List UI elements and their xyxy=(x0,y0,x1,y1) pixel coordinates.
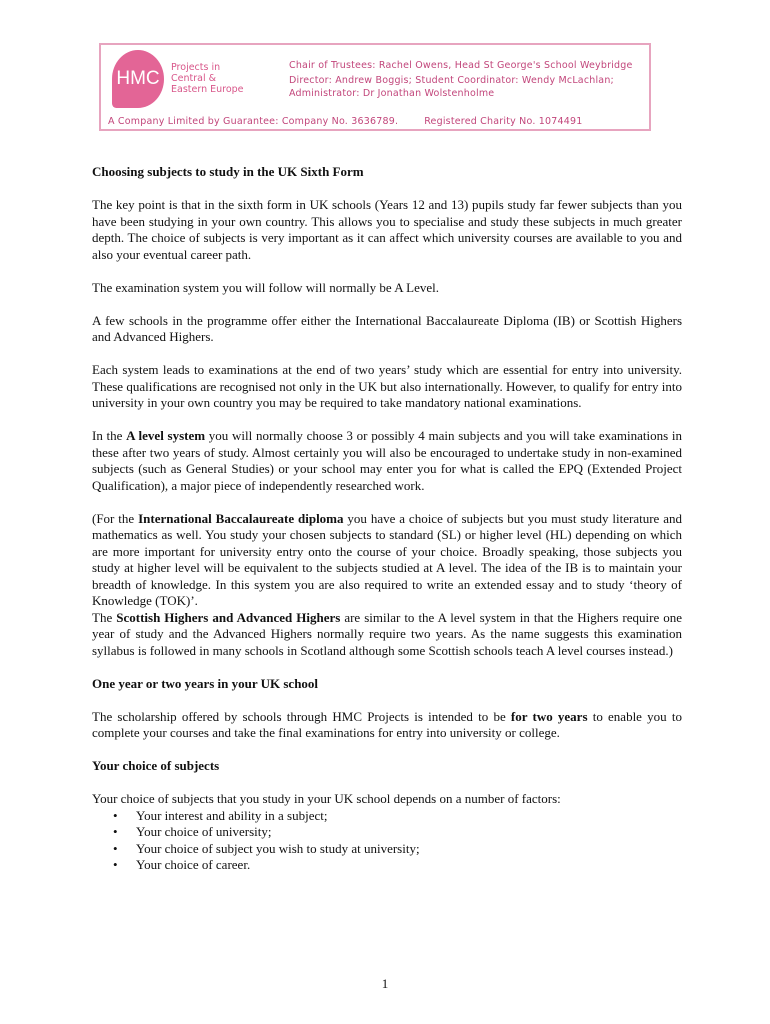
paragraph-scholarship xyxy=(92,709,682,742)
company-number: A Company Limited by Guarantee: Company No. 3636789. xyxy=(108,116,399,127)
list-item: • Your choice of career. xyxy=(136,857,682,874)
officer-line-chair: Chair of Trustees: Rachel Owens, Head St George's School Weybridge xyxy=(289,60,633,71)
text-run: The scholarship offered by schools through HMC Projects is intended to be xyxy=(92,708,511,724)
factors-list xyxy=(92,808,682,874)
bold-two-years: for two years xyxy=(510,708,588,724)
logo-text xyxy=(171,62,281,95)
bold-ib-diploma: International Baccalaureate diploma xyxy=(138,510,344,526)
paragraph-scottish-highers xyxy=(92,610,682,660)
letterhead xyxy=(99,43,651,131)
paragraph-factors-intro: Your choice of subjects that you study in your UK school depends on a number of factors: xyxy=(92,791,561,806)
document-body xyxy=(92,164,682,874)
paragraph-key-point: The key point is that in the sixth form in UK schools (Years 12 and 13) pupils study far fewer subjects than you have been studying in your own country. This allows you to specialise and study these subjects in much greater depth. The choice of subjects is very important as it can affect which university courses are available to you and also your eventual career path. xyxy=(92,197,682,262)
paragraph-other-systems: A few schools in the programme offer either the International Baccalaureate Diploma (IB) or Scottish Highers and Advanced Highers. xyxy=(92,312,682,344)
paragraph-exam-system: The examination system you will follow will normally be A Level. xyxy=(92,279,439,295)
text-run: are similar to the A level system in that the Highers require one year of study and the Advanced Highers normally require two years. As the name suggests this examination syllabus is followed in many schools in Scotland although some Scottish schools teach A level courses instead.) xyxy=(92,609,682,658)
officers-list xyxy=(289,58,649,101)
list-item: • Your choice of subject you wish to study at university; xyxy=(136,841,682,858)
document-title: Choosing subjects to study in the UK Sixth Form xyxy=(92,164,364,179)
list-item: • Your choice of university; xyxy=(136,824,682,841)
text-run: you will normally choose 3 or possibly 4 main subjects and you will take examinations in these after two years of study. Almost certainly you will also be encouraged to undertake study in non-examined subjects (such as General Studies) or your school may enter you for what is called the EPQ (Extended Project Qualification), a major piece of independently researched work. xyxy=(92,428,682,493)
company-registration xyxy=(108,116,582,127)
page-number: 1 xyxy=(381,976,389,991)
list-item: • Your interest and ability in a subject; xyxy=(136,808,682,825)
bold-a-level-system: A level system xyxy=(126,428,206,443)
officer-line-director: Director: Andrew Boggis; Student Coordinator: Wendy McLachlan; xyxy=(289,75,614,86)
paragraph-a-level xyxy=(92,428,682,494)
logo-line: Eastern Europe xyxy=(171,84,244,95)
logo-mark: HMC xyxy=(116,68,160,89)
officer-line-administrator: Administrator: Dr Jonathan Wolstenholme xyxy=(289,88,495,99)
logo-line: Projects in xyxy=(171,62,221,73)
hmc-logo xyxy=(112,50,164,108)
paragraph-ib xyxy=(92,511,682,610)
text-run: to enable you to complete your courses and take the final examinations for entry into university or college. xyxy=(92,708,682,740)
text-run: The xyxy=(92,609,117,625)
charity-number: Registered Charity No. 1074491 xyxy=(424,116,583,127)
text-run: In the xyxy=(92,428,127,443)
logo-line: Central & xyxy=(171,73,217,84)
text-run: you have a choice of subjects but you must study literature and mathematics as well. You study your chosen subjects to standard (SL) or higher level (HL) depending on which are more important for university entry onto the course of your choice. Broadly speaking, those subjects you study at higher level will be equivalent to the subjects studied at A level. The idea of the IB is to maintain your breadth of knowledge. In this system you are also required to write an extended essay and to study ‘theory of Knowledge (TOK)’. xyxy=(92,510,682,608)
heading-one-or-two-years: One year or two years in your UK school xyxy=(92,675,319,691)
heading-choice-of-subjects: Your choice of subjects xyxy=(92,758,220,773)
bold-scottish-highers: Scottish Highers and Advanced Highers xyxy=(116,609,341,625)
paragraph-entry-requirements: Each system leads to examinations at the end of two years’ study which are essential for entry into university. These qualifications are recognised not only in the UK but also internationally. However, to qualify for entry into university in your own country you may be required to take mandatory national examinations. xyxy=(92,362,682,410)
text-run: (For the xyxy=(92,510,139,526)
